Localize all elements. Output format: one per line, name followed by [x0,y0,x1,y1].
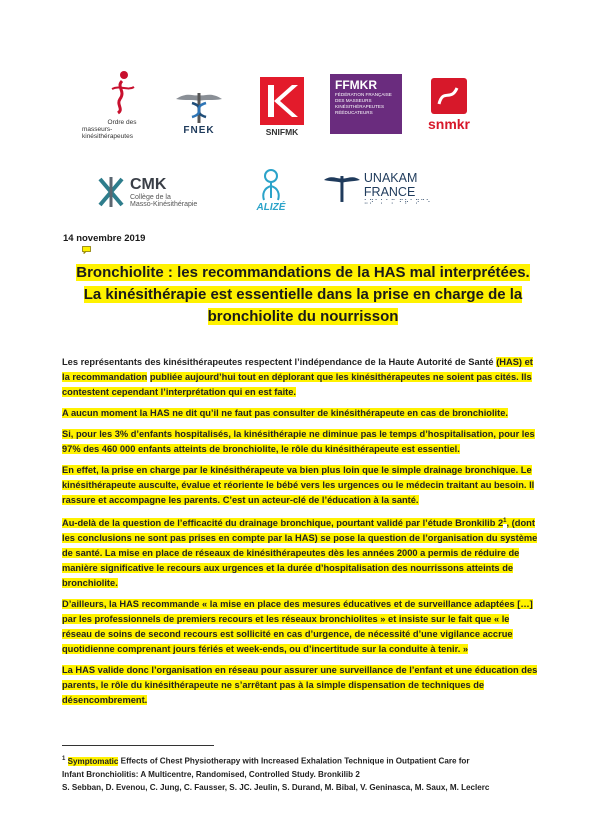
article-body [62,355,541,714]
p1-text-b: (HAS) et la recommandation [62,357,533,382]
logo-ffmkr [330,74,402,134]
footnote-ref[interactable]: 1 [503,518,507,524]
logo-snmkr [418,74,480,136]
title-line3: bronchiolite du nourrisson [207,308,399,325]
p1-text-c: publiée aujourd’hui tout en déplorant que les kinésithérapeutes ne soient pas cités. Ils contestent cependant l’interprétation qui en est faite. [62,372,532,397]
ffmkr-line3: KINÉSITHÉRAPEUTES [335,104,385,109]
cmk-line2: Masso-Kinésithérapie [130,201,198,208]
page-title [70,262,536,328]
snifmk-text: SNIFMK [265,127,299,137]
ffmkr-line2: DES MASSEURS [335,98,372,103]
footnote-separator [62,745,214,746]
unakam-text: UNAKAM FRANCE [363,170,418,199]
footnote [62,753,541,794]
p5-text-a: Au-delà de la question de l’efficacité du drainage bronchique, pourtant validé par l’étude Bronkilib 2 [62,518,504,529]
omk-line2: masseurs-kinésithérapeutes [82,125,133,140]
caduceus-wings-icon [322,172,362,204]
snifmk-k-icon [260,77,304,125]
ffmkr-line1: FÉDÉRATION FRANÇAISE [335,92,392,97]
snmkr-mark-icon [431,78,467,114]
p4-text: En effet, la prise en charge par le kinésithérapeute va bien plus loin que le simple drainage bronchique. Le kinésithérapeute ausculte, évalue et réoriente le bébé vers les urgences ou le médecin traitant au besoin. Il rassure et accompagne les parents. C’est un acteur-clé de l’éducation à la santé. [62,465,535,505]
p6-text: D’ailleurs, la HAS recommande « la mise en place des mesures éducatives et de surveillance adaptées […] par les professionnels de premiers recours et les réseaux bronchiolites » et insiste sur le fait que « le réseau de soins de second recours est sollicité en cas d’urgence, de nécessité d’une vigilance accrue quotidienne comprenant jours fériés et week-ends, ou d’incertitude sur la conduite à tenir. » [62,599,533,655]
press-date: 14 novembre 2019 [63,233,146,244]
paragraph-6 [62,597,541,657]
p5-text-b: , (dont les conclusions ne sont pas prises en compte par la HAS) se pose la question de l’organisation du système de santé. La mise en place de réseaux de kinésithérapeutes dès les années 2000 a permis de réduire de manière significative le recours aux urgences et la durée d’hospitalisation des nourrissons atteints de bronchiolite. [62,518,538,589]
omk-line1: Ordre des [107,118,137,126]
logo-cmk [96,170,226,214]
footnote-line1: Effects of Chest Physiotherapy with Increased Exhalation Technique in Outpatient Care for [118,756,470,766]
footnote-authors: S. Sebban, D. Evenou, C. Jung, C. Fausser, S. JC. Jeulin, S. Durand, M. Bibal, V. Geninasca, M. Saux, M. Leclerc [62,782,490,792]
logo-ordre-masseurs-kine [82,68,162,140]
alize-lungs-icon [256,168,286,202]
ffmkr-acronym: FFMKR [335,78,377,92]
paragraph-5 [62,514,541,591]
paragraph-3 [62,427,541,457]
p7-text: La HAS valide donc l’organisation en réseau pour assurer une surveillance de l’enfant et une éducation des parents, le rôle du kinésithérapeute ne s’arrêtant pas à la simple dispensation de techniques de désencombrement. [62,665,538,706]
logo-fnek [168,82,230,140]
logo-unakam [322,168,472,208]
ffmkr-line4: RÉÉDUCATEURS [335,110,373,115]
comment-icon[interactable] [82,246,91,254]
footnote-line2: Infant Bronchiolitis: A Multicentre, Randomised, Controlled Study. Bronkilib 2 [62,769,360,779]
paragraph-1 [62,355,541,400]
snmkr-text: snmkr [427,116,471,132]
paragraph-2 [62,406,541,421]
alize-text: ALIZÉ [256,201,286,213]
fnek-text: FNEK [183,124,215,136]
p2-text: A aucun moment la HAS ne dit qu’il ne faut pas consulter de kinésithérapeute en cas de bronchiolite. [62,408,508,418]
omk-figure-icon [102,69,142,115]
footnote-number: 1 [62,756,66,762]
caduceus-icon [174,87,224,125]
cmk-acronym: CMK [130,176,167,193]
title-line2: La kinésithérapie est essentielle dans la prise en charge de la [83,286,523,303]
logo-alize [244,158,298,222]
paragraph-7 [62,663,541,708]
cmk-mark-icon [96,175,126,209]
cmk-line1: Collège de la [130,194,171,201]
paragraph-4 [62,463,541,508]
unakam-braille: ⠥⠝⠁⠅⠁⠍ ⠋⠗⠁⠝⠉⠑ [363,199,432,206]
footnote-highlight: Symptomatic [67,756,119,766]
p3-text: Si, pour les 3% d’enfants hospitalisés, la kinésithérapie ne diminue pas le temps d’hospitalisation, pour les 97% des 460 000 enfants atteints de bronchiolite, le rôle du kinésithérapeute est essentiel. [62,429,535,454]
title-line1: Bronchiolite : les recommandations de la HAS mal interprétées. [76,264,530,281]
logo-snifmk [252,74,312,140]
p1-text-a: Les représentants des kinésithérapeutes respectent l’indépendance de la Haute Autorité de Santé [62,357,494,367]
